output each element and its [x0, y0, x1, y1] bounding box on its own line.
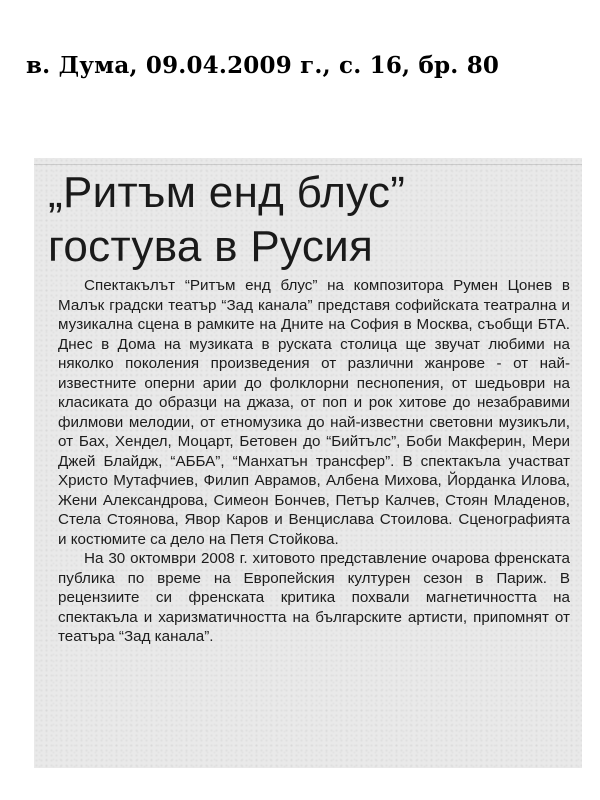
article-headline — [48, 166, 578, 274]
article-paragraph-2: На 30 октомври 2008 г. хитовото представление очарова френската публика по време на Европейския културен сезон в Париж. В рецензиите си френската критика похвали магнетичността на спектакъла и харизматичността на българските артисти, припомнят от театъра “Зад канала”. — [58, 550, 570, 645]
newspaper-clipping — [34, 158, 582, 768]
article-paragraph-1: Спектакълът “Ритъм енд блус” на композитора Румен Цонев в Малък градски театър “Зад канала” представя софийската театрална и музикална сцена в рамките на Дните на София в Москва, съобщи БТА. Днес в Дома на музиката в руската столица ще звучат любими на няколко поколения произведения от различни жанрове - от най-известните оперни арии до фолклорни песнопения, от шедьоври на класиката до образци на джаза, от поп и рок хитове до незабравими филмови мелодии, от етномузика до най-известни световни музикъли, от Бах, Хендел, Моцарт, Бетовен до “Бийтълс”, Боби Макферин, Мери Джей Блайдж, “АББА”, “Манхатън трансфер”. В спектакъла участват Христо Мутафчиев, Филип Аврамов, Албена Михова, Йорданка Илова, Жени Александрова, Симеон Бончев, Петър Калчев, Стоян Младенов, Стела Стоянова, Явор Каров и Венцислава Стоилова. Сценографията и костюмите са дело на Петя Стойкова. — [58, 277, 570, 548]
headline-line-1: „Ритъм енд блус” — [48, 168, 406, 217]
source-citation: в. Дума, 09.04.2009 г., с. 16, бр. 80 — [26, 52, 500, 79]
headline-line-2: гостува в Русия — [48, 222, 374, 271]
article-body — [58, 276, 570, 647]
clipping-edge-line — [34, 164, 582, 165]
